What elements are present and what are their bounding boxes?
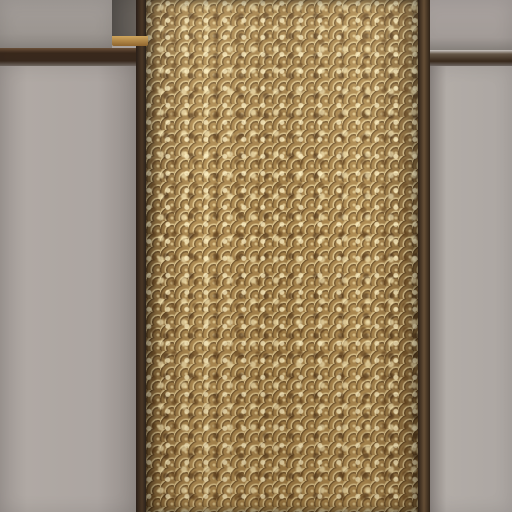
right-horizontal-grout (418, 50, 512, 66)
gold-textured-tile-strip (146, 0, 418, 512)
top-gold-edge (112, 36, 148, 46)
left-vertical-grout (136, 0, 146, 512)
left-top-gray-tile (0, 0, 112, 48)
right-vertical-grout (418, 0, 430, 512)
left-gray-tile (0, 66, 136, 512)
right-top-gray-tile (420, 0, 512, 50)
left-horizontal-grout (0, 48, 146, 66)
right-gray-tile (430, 66, 512, 512)
